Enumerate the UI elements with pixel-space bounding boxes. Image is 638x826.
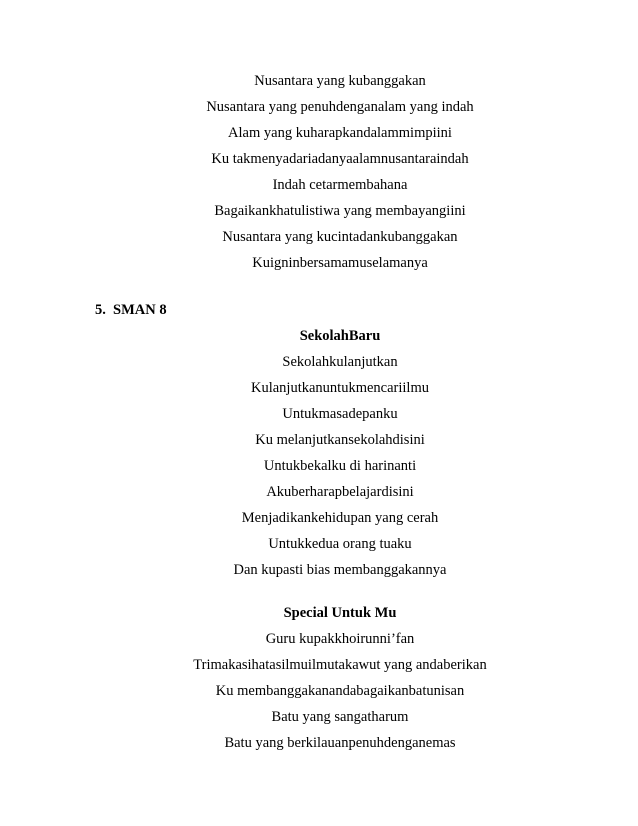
section-number: 5. bbox=[95, 302, 106, 318]
poem1-line: Kuigninbersamamuselamanya bbox=[252, 255, 428, 271]
poem3-line: Ku membanggakanandabagaikanbatunisan bbox=[215, 683, 465, 699]
poem2-line: Akuberharapbelajardisini bbox=[266, 484, 414, 500]
poem1-line: Nusantara yang kucintadankubanggakan bbox=[222, 229, 458, 245]
poem2-line: Kulanjutkanuntukmencariilmu bbox=[251, 380, 429, 396]
section-title: SMAN 8 bbox=[113, 302, 167, 318]
poem2-line: Untukbekalku di harinanti bbox=[263, 458, 417, 474]
poem1-line: Alam yang kuharapkandalammimpiini bbox=[228, 125, 452, 141]
poem2-title: SekolahBaru bbox=[299, 328, 381, 344]
poem2-line: Untukmasadepanku bbox=[282, 406, 398, 422]
poem3-line: Batu yang berkilauanpenuhdenganemas bbox=[224, 735, 456, 751]
poem2-line: Menjadikankehidupan yang cerah bbox=[241, 510, 439, 526]
poem1-line: Nusantara yang kubanggakan bbox=[254, 73, 426, 89]
poem2-line: Dan kupasti bias membanggakannya bbox=[233, 562, 447, 578]
poem1-line: Bagaikankhatulistiwa yang membayangiini bbox=[214, 203, 466, 219]
poem2-line: Untukkedua orang tuaku bbox=[268, 536, 412, 552]
poem3-line: Guru kupakkhoirunni’fan bbox=[265, 631, 415, 647]
section-heading bbox=[95, 301, 167, 319]
poem3-title: Special Untuk Mu bbox=[283, 605, 397, 621]
poem2-line: Ku melanjutkansekolahdisini bbox=[255, 432, 425, 448]
poem1-line: Nusantara yang penuhdenganalam yang indah bbox=[206, 99, 474, 115]
poem1-line: Ku takmenyadariadanyaalamnusantaraindah bbox=[211, 151, 469, 167]
poem3-line: Batu yang sangatharum bbox=[271, 709, 409, 725]
poem3-line: Trimakasihatasilmuilmutakawut yang andaberikan bbox=[193, 657, 487, 673]
poem2-line: Sekolahkulanjutkan bbox=[282, 354, 398, 370]
poem1-line: Indah cetarmembahana bbox=[272, 177, 408, 193]
